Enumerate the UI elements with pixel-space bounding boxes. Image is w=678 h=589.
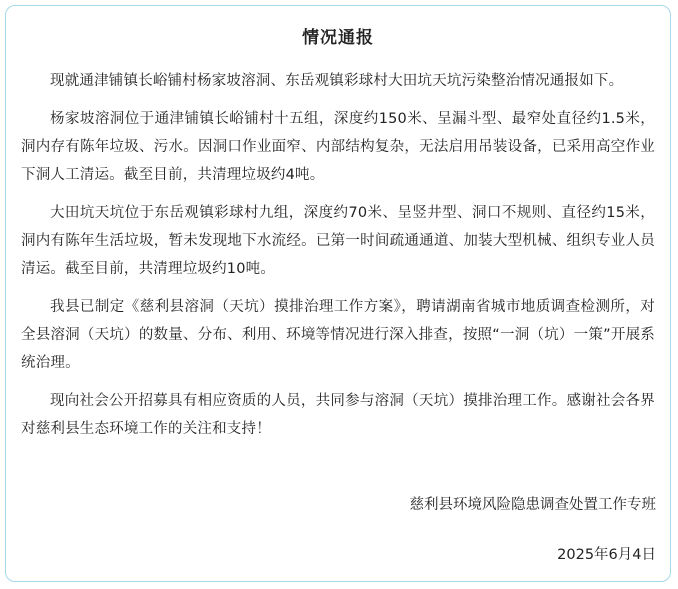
issuer-signature: 慈利县环境风险隐患调查处置工作专班 [409,497,656,513]
paragraph-yangjiapo-cave: 杨家坡溶洞位于通津铺镇长峪铺村十五组，深度约150米、呈漏斗型、最窄处直径约1.5米，洞内存有陈年垃圾、污水。因洞口作业面窄、内部结构复杂，无法启用吊装设备，已采用高空作业下洞人工清运。截至目前，共清理垃圾约4吨。 [21,111,655,183]
paragraph-public-recruitment: 现向社会公开招募具有相应资质的人员，共同参与溶洞（天坑）摸排治理工作。感谢社会各界对慈利县生态环境工作的关注和支持！ [21,393,655,437]
notice-card [5,5,671,582]
paragraph-county-plan: 我县已制定《慈利县溶洞（天坑）摸排治理工作方案》，聘请湖南省城市地质调查检测所，对全县溶洞（天坑）的数量、分布、利用、环境等情况进行深入排查，按照“一洞（坑）一策”开展系统治理。 [21,299,655,371]
notice-body [21,67,655,453]
paragraph-intro: 现就通津铺镇长峪铺村杨家坡溶洞、东岳观镇彩球村大田坑天坑污染整治情况通报如下。 [50,73,624,89]
notice-title: 情况通报 [302,28,374,48]
issue-date: 2025年6月4日 [557,547,656,563]
paragraph-datiankeng-sinkhole: 大田坑天坑位于东岳观镇彩球村九组，深度约70米、呈竖井型、洞口不规则、直径约15米，洞内有陈年生活垃圾，暂未发现地下水流经。已第一时间疏通通道、加装大型机械、组织专业人员清运。截至目前，共清理垃圾约10吨。 [21,205,655,277]
